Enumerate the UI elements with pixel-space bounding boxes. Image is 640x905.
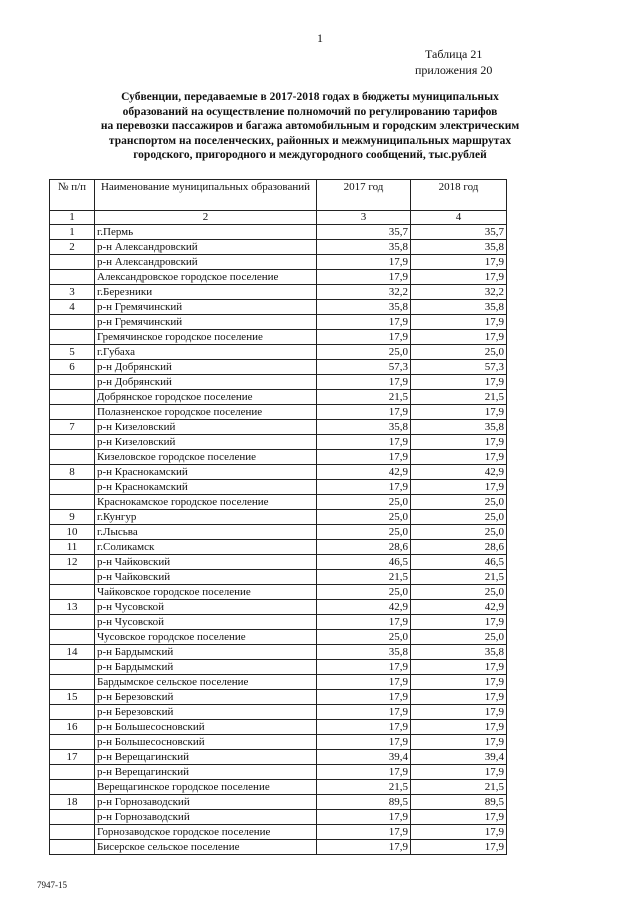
value-2017: 17,9 <box>317 720 411 735</box>
value-2017: 17,9 <box>317 840 411 855</box>
table-row <box>50 315 507 330</box>
table-row <box>50 660 507 675</box>
value-2018: 17,9 <box>411 840 507 855</box>
value-2017: 25,0 <box>317 525 411 540</box>
row-number <box>50 255 95 270</box>
municipality-name: р-н Чусовской <box>95 600 317 615</box>
value-2018: 17,9 <box>411 675 507 690</box>
value-2018: 28,6 <box>411 540 507 555</box>
municipality-name: р-н Чайковский <box>95 570 317 585</box>
value-2017: 17,9 <box>317 765 411 780</box>
row-number: 16 <box>50 720 95 735</box>
municipality-name: р-н Большесосновский <box>95 720 317 735</box>
table-row <box>50 600 507 615</box>
value-2018: 35,8 <box>411 240 507 255</box>
row-number: 11 <box>50 540 95 555</box>
title-line: на перевозки пассажиров и багажа автомобильным и городским электрическим <box>100 120 520 133</box>
row-number <box>50 315 95 330</box>
row-number: 8 <box>50 465 95 480</box>
row-number: 10 <box>50 525 95 540</box>
value-2017: 17,9 <box>317 675 411 690</box>
column-header-2017: 2017 год <box>317 180 411 211</box>
municipality-name: Кизеловское городское поселение <box>95 450 317 465</box>
value-2017: 46,5 <box>317 555 411 570</box>
municipality-name: Горнозаводское городское поселение <box>95 825 317 840</box>
municipality-name: г.Лысьва <box>95 525 317 540</box>
value-2018: 17,9 <box>411 660 507 675</box>
row-number: 6 <box>50 360 95 375</box>
table-row <box>50 825 507 840</box>
column-index: 4 <box>411 211 507 225</box>
table-row <box>50 405 507 420</box>
municipality-name: р-н Краснокамский <box>95 480 317 495</box>
value-2017: 28,6 <box>317 540 411 555</box>
table-row <box>50 375 507 390</box>
value-2018: 25,0 <box>411 585 507 600</box>
municipality-name: р-н Кизеловский <box>95 420 317 435</box>
row-number: 13 <box>50 600 95 615</box>
table-row <box>50 645 507 660</box>
municipality-name: р-н Горнозаводский <box>95 810 317 825</box>
value-2017: 42,9 <box>317 600 411 615</box>
row-number <box>50 660 95 675</box>
table-row <box>50 480 507 495</box>
row-number <box>50 435 95 450</box>
value-2018: 17,9 <box>411 255 507 270</box>
value-2017: 17,9 <box>317 315 411 330</box>
row-number <box>50 675 95 690</box>
value-2017: 89,5 <box>317 795 411 810</box>
table-row <box>50 540 507 555</box>
table-row <box>50 555 507 570</box>
table-row <box>50 270 507 285</box>
municipality-name: р-н Горнозаводский <box>95 795 317 810</box>
table-body <box>50 225 507 855</box>
municipality-name: р-н Добрянский <box>95 375 317 390</box>
value-2017: 17,9 <box>317 435 411 450</box>
title-line: Субвенции, передаваемые в 2017-2018 годах в бюджеты муниципальных <box>121 91 499 103</box>
column-header-name: Наименование муниципальных образований <box>95 180 317 211</box>
value-2017: 17,9 <box>317 450 411 465</box>
value-2017: 17,9 <box>317 705 411 720</box>
municipality-name: р-н Александровский <box>95 255 317 270</box>
page-number: 1 <box>317 31 323 45</box>
row-number: 5 <box>50 345 95 360</box>
row-number: 18 <box>50 795 95 810</box>
value-2018: 17,9 <box>411 765 507 780</box>
row-number: 2 <box>50 240 95 255</box>
table-row <box>50 720 507 735</box>
value-2018: 17,9 <box>411 435 507 450</box>
value-2018: 25,0 <box>411 525 507 540</box>
municipality-name: р-н Верещагинский <box>95 750 317 765</box>
table-row <box>50 255 507 270</box>
value-2018: 17,9 <box>411 405 507 420</box>
value-2017: 35,8 <box>317 645 411 660</box>
municipality-name: р-н Березовский <box>95 690 317 705</box>
value-2017: 35,8 <box>317 240 411 255</box>
subsidy-table <box>49 179 507 855</box>
value-2018: 25,0 <box>411 495 507 510</box>
municipality-name: р-н Бардымский <box>95 645 317 660</box>
value-2018: 39,4 <box>411 750 507 765</box>
municipality-name: Гремячинское городское поселение <box>95 330 317 345</box>
municipality-name: г.Соликамск <box>95 540 317 555</box>
row-number: 15 <box>50 690 95 705</box>
value-2017: 39,4 <box>317 750 411 765</box>
value-2018: 17,9 <box>411 270 507 285</box>
value-2017: 25,0 <box>317 630 411 645</box>
value-2018: 35,8 <box>411 645 507 660</box>
table-row <box>50 585 507 600</box>
municipality-name: Бардымское сельское поселение <box>95 675 317 690</box>
value-2018: 32,2 <box>411 285 507 300</box>
value-2018: 35,7 <box>411 225 507 240</box>
table-row <box>50 765 507 780</box>
row-number <box>50 495 95 510</box>
row-number <box>50 825 95 840</box>
municipality-name: р-н Гремячинский <box>95 315 317 330</box>
municipality-name: р-н Чайковский <box>95 555 317 570</box>
municipality-name: Александровское городское поселение <box>95 270 317 285</box>
municipality-name: г.Березники <box>95 285 317 300</box>
title-line: транспортом на поселенческих, районных и межмуниципальных маршрутах <box>108 134 512 147</box>
column-header-num: № п/п <box>50 180 95 211</box>
column-index: 3 <box>317 211 411 225</box>
row-number <box>50 765 95 780</box>
municipality-name: р-н Добрянский <box>95 360 317 375</box>
value-2018: 21,5 <box>411 390 507 405</box>
row-number: 17 <box>50 750 95 765</box>
municipality-name: г.Пермь <box>95 225 317 240</box>
value-2017: 17,9 <box>317 660 411 675</box>
table-row <box>50 615 507 630</box>
municipality-name: р-н Березовский <box>95 705 317 720</box>
row-number <box>50 450 95 465</box>
value-2017: 42,9 <box>317 465 411 480</box>
row-number <box>50 840 95 855</box>
row-number: 7 <box>50 420 95 435</box>
table-row <box>50 240 507 255</box>
value-2018: 21,5 <box>411 780 507 795</box>
table-row <box>50 570 507 585</box>
value-2017: 35,8 <box>317 300 411 315</box>
table-row <box>50 810 507 825</box>
value-2017: 17,9 <box>317 615 411 630</box>
value-2018: 17,9 <box>411 720 507 735</box>
row-number <box>50 375 95 390</box>
table-row <box>50 780 507 795</box>
row-number <box>50 780 95 795</box>
table-row <box>50 330 507 345</box>
row-number <box>50 630 95 645</box>
value-2018: 89,5 <box>411 795 507 810</box>
table-row <box>50 690 507 705</box>
row-number <box>50 480 95 495</box>
value-2017: 17,9 <box>317 825 411 840</box>
municipality-name: Чусовское городское поселение <box>95 630 317 645</box>
row-number <box>50 810 95 825</box>
row-number: 9 <box>50 510 95 525</box>
value-2017: 25,0 <box>317 495 411 510</box>
municipality-name: р-н Краснокамский <box>95 465 317 480</box>
value-2017: 17,9 <box>317 480 411 495</box>
table-reference <box>415 46 492 78</box>
value-2017: 17,9 <box>317 690 411 705</box>
value-2017: 17,9 <box>317 810 411 825</box>
table-row <box>50 360 507 375</box>
municipality-name: р-н Александровский <box>95 240 317 255</box>
value-2018: 35,8 <box>411 420 507 435</box>
row-number: 12 <box>50 555 95 570</box>
table-row <box>50 735 507 750</box>
table-row <box>50 795 507 810</box>
value-2018: 17,9 <box>411 825 507 840</box>
row-number <box>50 615 95 630</box>
column-header-2018: 2018 год <box>411 180 507 211</box>
table-row <box>50 390 507 405</box>
table-row <box>50 675 507 690</box>
title-line: образований на осуществление полномочий по регулированию тарифов <box>122 105 498 118</box>
value-2018: 42,9 <box>411 465 507 480</box>
value-2018: 17,9 <box>411 315 507 330</box>
value-2017: 17,9 <box>317 405 411 420</box>
municipality-name: р-н Гремячинский <box>95 300 317 315</box>
row-number <box>50 390 95 405</box>
municipality-name: Полазненское городское поселение <box>95 405 317 420</box>
value-2018: 17,9 <box>411 735 507 750</box>
table-row <box>50 345 507 360</box>
row-number <box>50 570 95 585</box>
municipality-name: г.Губаха <box>95 345 317 360</box>
document-title <box>60 90 560 163</box>
value-2018: 25,0 <box>411 630 507 645</box>
municipality-name: р-н Бардымский <box>95 660 317 675</box>
value-2017: 25,0 <box>317 510 411 525</box>
table-label: Таблица 21 <box>425 47 483 61</box>
row-number: 14 <box>50 645 95 660</box>
value-2017: 17,9 <box>317 255 411 270</box>
value-2017: 21,5 <box>317 570 411 585</box>
value-2018: 42,9 <box>411 600 507 615</box>
municipality-name: р-н Большесосновский <box>95 735 317 750</box>
value-2017: 21,5 <box>317 780 411 795</box>
table-row <box>50 510 507 525</box>
table-row <box>50 465 507 480</box>
value-2018: 25,0 <box>411 345 507 360</box>
value-2017: 17,9 <box>317 270 411 285</box>
table-row <box>50 750 507 765</box>
table-row <box>50 525 507 540</box>
row-number <box>50 405 95 420</box>
municipality-name: Добрянское городское поселение <box>95 390 317 405</box>
value-2017: 25,0 <box>317 345 411 360</box>
table-row <box>50 450 507 465</box>
title-line: городского, пригородного и междугородного сообщений, тыс.рублей <box>133 149 487 162</box>
value-2017: 35,8 <box>317 420 411 435</box>
table-row <box>50 495 507 510</box>
value-2017: 25,0 <box>317 585 411 600</box>
row-number <box>50 735 95 750</box>
value-2018: 17,9 <box>411 450 507 465</box>
value-2018: 46,5 <box>411 555 507 570</box>
municipality-name: р-н Кизеловский <box>95 435 317 450</box>
value-2018: 17,9 <box>411 330 507 345</box>
value-2018: 17,9 <box>411 615 507 630</box>
value-2018: 35,8 <box>411 300 507 315</box>
municipality-name: Верещагинское городское поселение <box>95 780 317 795</box>
value-2017: 32,2 <box>317 285 411 300</box>
municipality-name: р-н Чусовской <box>95 615 317 630</box>
value-2018: 17,9 <box>411 690 507 705</box>
row-number <box>50 330 95 345</box>
value-2018: 17,9 <box>411 705 507 720</box>
row-number <box>50 270 95 285</box>
value-2018: 17,9 <box>411 375 507 390</box>
value-2017: 21,5 <box>317 390 411 405</box>
value-2018: 21,5 <box>411 570 507 585</box>
table-row <box>50 630 507 645</box>
footer-code: 7947-15 <box>37 880 67 890</box>
table-row <box>50 840 507 855</box>
value-2017: 17,9 <box>317 735 411 750</box>
appendix-label: приложения 20 <box>415 63 493 77</box>
value-2018: 17,9 <box>411 810 507 825</box>
value-2017: 35,7 <box>317 225 411 240</box>
table-row <box>50 285 507 300</box>
value-2017: 57,3 <box>317 360 411 375</box>
column-index: 2 <box>95 211 317 225</box>
value-2018: 25,0 <box>411 510 507 525</box>
municipality-name: Краснокамское городское поселение <box>95 495 317 510</box>
row-number: 4 <box>50 300 95 315</box>
table-row <box>50 705 507 720</box>
row-number: 1 <box>50 225 95 240</box>
value-2017: 17,9 <box>317 330 411 345</box>
municipality-name: Чайковское городское поселение <box>95 585 317 600</box>
value-2017: 17,9 <box>317 375 411 390</box>
municipality-name: Бисерское сельское поселение <box>95 840 317 855</box>
row-number <box>50 705 95 720</box>
table-row <box>50 225 507 240</box>
value-2018: 17,9 <box>411 480 507 495</box>
row-number: 3 <box>50 285 95 300</box>
table-row <box>50 300 507 315</box>
column-index: 1 <box>50 211 95 225</box>
municipality-name: г.Кунгур <box>95 510 317 525</box>
table-row <box>50 420 507 435</box>
table-row <box>50 435 507 450</box>
municipality-name: р-н Верещагинский <box>95 765 317 780</box>
row-number <box>50 585 95 600</box>
value-2018: 57,3 <box>411 360 507 375</box>
